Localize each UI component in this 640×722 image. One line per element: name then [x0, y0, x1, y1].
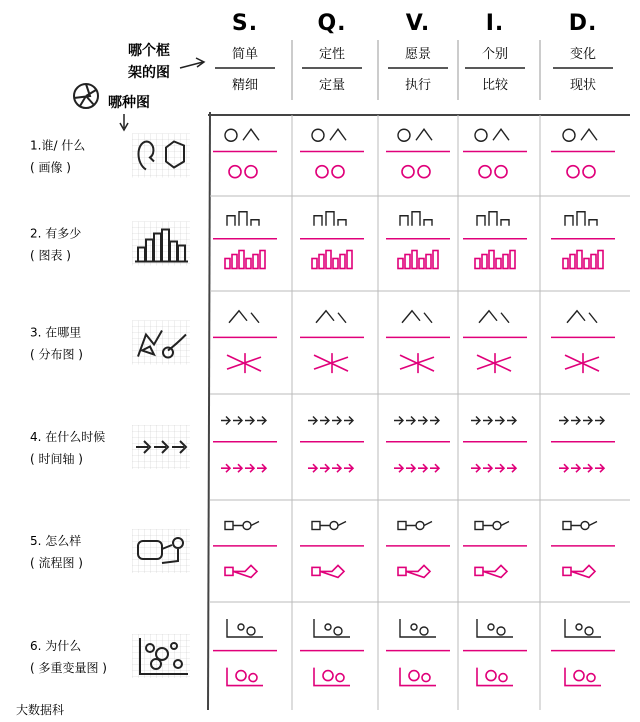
cell-r6-c4 [463, 619, 527, 686]
mountain-icon [243, 129, 259, 140]
row-chart-type: ( 分布图 ) [30, 347, 83, 362]
axes-icon [227, 619, 263, 637]
route-icon [316, 311, 346, 323]
cell-r2-c4 [463, 212, 527, 269]
row-question: 3. 在哪里 [30, 325, 82, 340]
route-icon [567, 311, 597, 323]
arrow-icon [430, 417, 439, 425]
smiley-icon [225, 129, 237, 141]
cell-r1-c4 [463, 129, 527, 177]
column-letter: Q. [317, 11, 347, 36]
column-letter: I. [485, 11, 505, 36]
arrow-icon [595, 417, 604, 425]
row-chart-type: ( 图表 ) [30, 248, 71, 263]
column-bottom-label: 执行 [404, 78, 432, 93]
column-top-label: 个别 [481, 47, 509, 62]
frame-question-line2: 架的图 [128, 65, 170, 81]
arrow-icon [418, 417, 427, 425]
arrow-right-icon [180, 58, 204, 68]
column-bottom-label: 精细 [231, 78, 259, 93]
row-chart-type: ( 时间轴 ) [30, 452, 83, 466]
arrow-icon [471, 417, 480, 425]
arrow-icon [507, 417, 516, 425]
cell-r6-c1 [213, 619, 277, 686]
cell-r6-c5 [551, 619, 615, 686]
row-chart-type: ( 流程图 ) [30, 556, 83, 570]
column-top-label: 简单 [231, 47, 259, 62]
arrow-icon [571, 417, 580, 425]
mountain-icon [416, 129, 432, 140]
cell-r3-c1 [213, 311, 277, 373]
cell-r5-c1 [213, 522, 277, 578]
watermark: 大数据科 [16, 703, 65, 717]
cell-r1-c5 [551, 129, 615, 177]
cell-r3-c3 [386, 311, 450, 373]
cell-r2-c3 [386, 212, 450, 269]
arrow-icon [308, 417, 317, 425]
cell-r3-c5 [551, 311, 615, 373]
bar-icon [477, 212, 509, 226]
arrow-icon [559, 417, 568, 425]
arrow-icon [583, 417, 592, 425]
thumb-face-hexagon [132, 134, 190, 178]
row-question: 4. 在什么时候 [30, 430, 106, 444]
arrow-icon [406, 417, 415, 425]
cell-r6-c2 [300, 619, 364, 686]
arrow-icon [245, 417, 254, 425]
mountain-icon [581, 129, 597, 140]
axes-icon [565, 619, 601, 637]
smiley-icon [563, 129, 575, 141]
column-top-label: 变化 [569, 47, 597, 62]
cell-r4-c3 [386, 417, 450, 473]
column-top-label: 定性 [318, 47, 346, 62]
frame-question-line1: 哪个框 [128, 43, 170, 59]
axes-icon [314, 619, 350, 637]
axes-icon [477, 619, 513, 637]
bar-icon [565, 212, 597, 226]
cell-r1-c1 [213, 129, 277, 177]
thumb-scatter [132, 634, 190, 678]
thumb-map [132, 321, 190, 365]
table-left-border [208, 112, 210, 710]
bar-icon [314, 212, 346, 226]
route-icon [402, 311, 432, 323]
mountain-icon [493, 129, 509, 140]
route-icon [229, 311, 259, 323]
arrow-icon [332, 417, 341, 425]
bar-icon [400, 212, 432, 226]
column-letter: D. [568, 11, 598, 36]
arrow-icon [320, 417, 329, 425]
arrow-icon [233, 417, 242, 425]
cell-r3-c2 [300, 311, 364, 373]
column-bottom-label: 比较 [481, 78, 509, 93]
thumb-timeline [132, 425, 190, 469]
axes-icon [400, 619, 436, 637]
row-question: 5. 怎么样 [30, 534, 82, 548]
arrow-icon [221, 417, 230, 425]
cell-r2-c1 [213, 212, 277, 269]
thumb-bar-chart [132, 222, 190, 266]
row-question: 6. 为什么 [30, 639, 82, 653]
cell-r5-c2 [300, 522, 364, 578]
column-bottom-label: 现状 [569, 78, 597, 93]
cell-r5-c5 [551, 522, 615, 578]
arrow-icon [495, 417, 504, 425]
cell-r2-c2 [300, 212, 364, 269]
cell-r4-c2 [300, 417, 364, 473]
arrow-icon [394, 417, 403, 425]
cell-r2-c5 [551, 212, 615, 269]
cell-r3-c4 [463, 311, 527, 373]
cell-r5-c3 [386, 522, 450, 578]
column-letter: V. [405, 11, 431, 36]
cell-r6-c3 [386, 619, 450, 686]
smiley-icon [398, 129, 410, 141]
smiley-icon [475, 129, 487, 141]
row-chart-type: ( 画像 ) [30, 160, 71, 175]
row-chart-type: ( 多重变量图 ) [30, 661, 107, 675]
route-icon [479, 311, 509, 323]
bar-icon [227, 212, 259, 226]
chart-question: 哪种图 [108, 95, 150, 111]
column-bottom-label: 定量 [318, 78, 346, 93]
row-question: 2. 有多少 [30, 226, 82, 241]
column-letter: S. [231, 11, 259, 36]
row-question: 1.谁/ 什么 [30, 138, 86, 153]
arrow-icon [483, 417, 492, 425]
smiley-icon [312, 129, 324, 141]
column-top-label: 愿景 [404, 47, 432, 62]
arrow-icon [257, 417, 266, 425]
cell-r4-c5 [551, 417, 615, 473]
cell-r5-c4 [463, 522, 527, 578]
cell-r1-c3 [386, 129, 450, 177]
pinwheel-icon [74, 84, 98, 108]
cell-r1-c2 [300, 129, 364, 177]
thumb-flowchart [132, 529, 190, 573]
cell-r4-c1 [213, 417, 277, 473]
arrow-down-icon [120, 114, 128, 130]
mountain-icon [330, 129, 346, 140]
arrow-icon [344, 417, 353, 425]
cell-r4-c4 [463, 417, 527, 473]
